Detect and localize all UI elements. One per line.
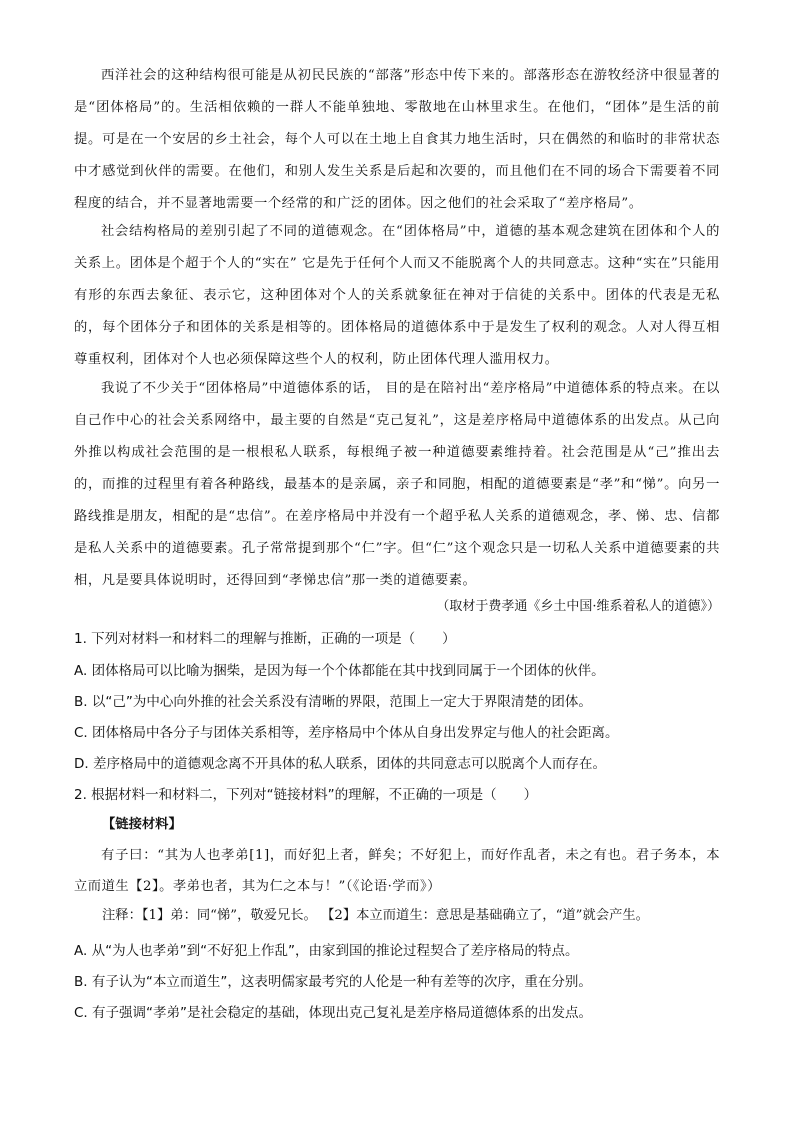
question-1-stem: 1. 下列对材料一和材料二的理解与推断，正确的一项是（ ） bbox=[74, 631, 456, 647]
question-2-stem: 2. 根据材料一和材料二，下列对“链接材料”的理解，不正确的一项是（ ） bbox=[74, 787, 538, 803]
question-2-option-c: C. 有子强调“孝弟”是社会稳定的基础，体现出克己复礼是差序格局道德体系的出发点。 bbox=[74, 1005, 592, 1021]
question-1-option-b: B. 以“己”为中心向外推的社会关系没有清晰的界限，范围上一定大于界限清楚的团体。 bbox=[74, 694, 592, 710]
question-2-option-b: B. 有子认为“本立而道生”，这表明儒家最考究的人伦是一种有差等的次序，重在分别。 bbox=[74, 974, 592, 990]
link-material-notes: 注释：【1】弟：同“悌”，敬爱兄长。 【2】本立而道生：意思是基础确立了，“道”就会产生。 bbox=[102, 908, 649, 923]
question-1-option-c: C. 团体格局中各分子与团体关系相等，差序格局中个体从自身出发界定与他人的社会距离。 bbox=[74, 725, 619, 741]
link-material-text: 有子曰：“其为人也孝弟[1]，而好犯上者，鲜矣；不好犯上，而好作乱者，未之有也。君子务本，本立而道生【2】。孝弟也者，其为仁之本与！”（《论语·学而》） bbox=[74, 848, 720, 894]
question-1-option-d: D. 差序格局中的道德观念离不开具体的私人联系，团体的共同意志可以脱离个人而存在。 bbox=[74, 756, 606, 772]
question-1-option-a: A. 团体格局可以比喻为捆柴，是因为每一个个体都能在其中找到同属于一个团体的伙伴。 bbox=[74, 663, 605, 679]
passage-source: （取材于费孝通《乡土中国·维系着私人的道德》） bbox=[436, 599, 720, 614]
link-material-title: 【链接材料】 bbox=[102, 817, 182, 832]
passage-paragraph-2: 社会结构格局的差别引起了不同的道德观念。在“团体格局”中，道德的基本观念建筑在团体和个人的关系上。团体是个超于个人的“实在” 它是先于任何个人而又不能脱离个人的共同意志。这种“实在”只能用有形的东西去象征、表示它，这种团体对个人的关系就象征在神对于信徒的关系中。团体的代表是无私的，每个团体分子和团体的关系是相等的。团体格局的道德体系中于是发生了权利的观念。人对人得互相尊重权利，团体对个人也必须保障这些个人的权利，防止团体代理人滥用权力。 bbox=[74, 224, 720, 367]
question-2-option-a: A. 从“为人也孝弟”到“不好犯上作乱”，由家到国的推论过程契合了差序格局的特点。 bbox=[74, 943, 579, 959]
passage-paragraph-3: 我说了不少关于“团体格局”中道德体系的话， 目的是在陪衬出“差序格局”中道德体系的特点来。在以自己作中心的社会关系网络中，最主要的自然是“克己复礼”，这是差序格局中道德体系的出发点。从己向外推以构成社会范围的是一根根私人联系，每根绳子被一种道德要素维持着。社会范围是从“己”推出去的，而推的过程里有着各种路线，最基本的是亲属，亲子和同胞，相配的道德要素是“孝”和“悌”。向另一路线推是朋友，相配的是“忠信”。在差序格局中并没有一个超乎私人关系的道德观念，孝、悌、忠、信都是私人关系中的道德要素。孔子常常提到那个“仁”字。但“仁”这个观念只是一切私人关系中道德要素的共相，凡是要具体说明时，还得回到“孝悌忠信”那一类的道德要素。 bbox=[74, 381, 720, 588]
passage-paragraph-1: 西洋社会的这种结构很可能是从初民民族的“部落”形态中传下来的。部落形态在游牧经济中很显著的是“团体格局”的。生活相依赖的一群人不能单独地、零散地在山林里求生。在他们，“团体”是生活的前提。可是在一个安居的乡土社会，每个人可以在土地上自食其力地生活时，只在偶然的和临时的非常状态中才感觉到伙伴的需要。在他们，和别人发生关系是后起和次要的，而且他们在不同的场合下需要着不同程度的结合，并不显著地需要一个经常的和广泛的团体。因之他们的社会采取了“差序格局”。 bbox=[74, 68, 720, 211]
